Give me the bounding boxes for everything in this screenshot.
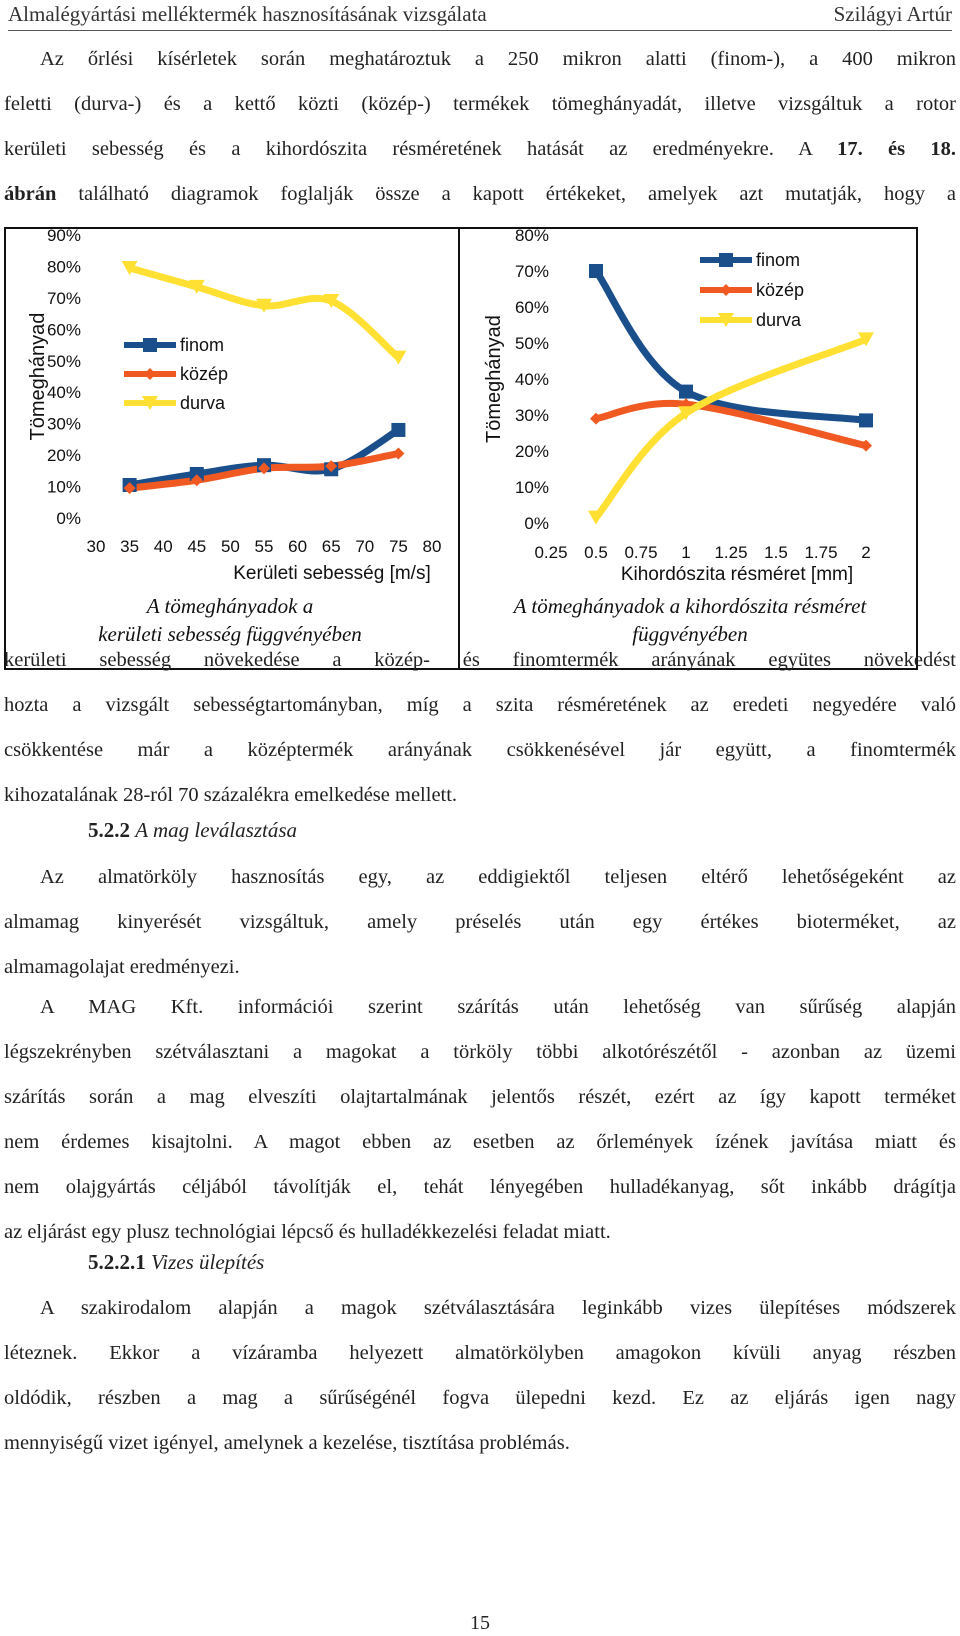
figure-caption-line1: A tömeghányadok a kihordószita résméret xyxy=(513,594,867,618)
para4-line5: nem olajgyártás céljából távolítják el, tehát lényegében hulladékanyag, sőt inkább drágítja xyxy=(4,1176,956,1198)
paragraph-sedimentation xyxy=(4,1286,956,1466)
legend-label-közép: közép xyxy=(180,364,229,384)
x-axis-title: Kihordószita résméret [mm] xyxy=(620,564,854,585)
x-tick-label: 50 xyxy=(220,537,240,556)
data-point-finom xyxy=(589,264,603,278)
x-tick-label: 40 xyxy=(153,537,173,556)
y-tick-label: 80% xyxy=(46,257,81,277)
running-header xyxy=(8,0,952,31)
y-tick-label: 20% xyxy=(46,446,81,466)
series-line-durva xyxy=(596,339,866,517)
paragraph-seed xyxy=(4,855,956,990)
x-tick-label: 0.25 xyxy=(534,543,568,562)
y-tick-label: 60% xyxy=(514,298,549,317)
y-tick-label: 30% xyxy=(46,414,81,434)
para2-line4: kihozatalának 28-ról 70 százalékra emelkedése mellett. xyxy=(4,784,458,806)
series-line-finom xyxy=(130,430,399,485)
data-point-finom xyxy=(679,385,693,399)
para3-line3: almamagolajat eredményezi. xyxy=(4,956,240,978)
para3-line1: Az almatörköly hasznosítás egy, az eddigiektől teljesen eltérő lehetőségeként az xyxy=(40,866,956,888)
legend-label-durva: durva xyxy=(180,393,226,413)
chart-screen xyxy=(460,229,920,672)
y-tick-label: 70% xyxy=(46,288,81,308)
x-tick-label: 80 xyxy=(422,537,442,556)
x-tick-label: 75 xyxy=(388,537,408,556)
chart-speed xyxy=(6,229,462,672)
y-tick-label: 80% xyxy=(514,229,549,245)
para2-line2: hozta a vizsgált sebességtartományban, míg a szita résméretének az eredeti negyedére való xyxy=(4,694,956,716)
section-number: 5.2.2 xyxy=(88,818,130,842)
page-number: 15 xyxy=(470,1612,490,1634)
y-tick-label: 20% xyxy=(514,442,549,461)
series-line-közép xyxy=(596,403,866,445)
x-tick-label: 30 xyxy=(86,537,106,556)
y-tick-label: 30% xyxy=(514,406,549,425)
paragraph-intro xyxy=(4,37,956,217)
y-tick-label: 50% xyxy=(514,334,549,353)
para4-line4: nem érdemes kisajtolni. A magot ebben az esetben az őrlemények ízének javítása miatt és xyxy=(4,1131,956,1153)
figure-speed xyxy=(4,227,460,670)
section-heading-522 xyxy=(88,818,297,843)
para4-line6: az eljárást egy plusz technológiai lépcső és hulladékkezelési feladat miatt. xyxy=(4,1221,611,1243)
legend-marker-közép xyxy=(720,284,732,296)
y-tick-label: 90% xyxy=(46,229,81,245)
y-tick-label: 0% xyxy=(56,509,81,528)
x-tick-label: 60 xyxy=(288,537,308,556)
y-tick-label: 40% xyxy=(514,370,549,389)
subsection-number: 5.2.2.1 xyxy=(88,1250,146,1274)
para4-line1: A MAG Kft. információi szerint szárítás után lehetőség van sűrűség alapján xyxy=(40,996,956,1018)
para4-line2: légszekrényben szétválasztani a magokat a törköly többi alkotórészétől - azonban az üzemi xyxy=(4,1041,956,1063)
x-tick-label: 1.5 xyxy=(764,543,788,562)
y-tick-label: 40% xyxy=(46,383,81,403)
para5-line2: léteznek. Ekkor a vízáramba helyezett almatörkölyben amagokon kívüli anyag részben xyxy=(4,1342,956,1364)
para2-line1: kerületi sebesség növekedése a közép- és finomtermék arányának együtes növekedést xyxy=(4,649,956,671)
data-point-durva xyxy=(390,351,406,365)
header-title: Almalégyártási melléktermék hasznosításának vizsgálata xyxy=(8,2,487,26)
legend-label-durva: durva xyxy=(756,310,802,330)
x-tick-label: 1 xyxy=(681,543,691,562)
x-tick-label: 1.25 xyxy=(714,543,748,562)
figure-ref: 17. és 18. xyxy=(837,138,957,160)
x-tick-label: 1.75 xyxy=(804,543,838,562)
legend-label-finom: finom xyxy=(180,335,225,355)
figure-caption-line2: függvényében xyxy=(632,622,748,646)
legend-marker-közép xyxy=(144,368,156,380)
y-tick-label: 0% xyxy=(524,514,549,533)
para1-line4: található diagramok foglalják össze a kapott értékeket, amelyek azt mutatják, hogy a xyxy=(78,183,956,205)
x-tick-label: 0.5 xyxy=(584,543,608,562)
data-point-finom xyxy=(391,423,405,437)
y-tick-label: 10% xyxy=(514,478,549,497)
figure-caption-line2: kerületi sebesség függvényében xyxy=(98,622,362,646)
paragraph-results xyxy=(4,638,956,818)
figure-ref-word: ábrán xyxy=(4,183,57,205)
para1-line2: feletti (durva-) és a kettő közti (közép-) termékek tömeghányadát, illetve vizsgáltuk a rotor xyxy=(4,93,956,115)
series-line-finom xyxy=(596,271,866,420)
para2-line3: csökkentése már a középtermék arányának csökkenésével jár együtt, a finomtermék xyxy=(4,739,956,761)
data-point-finom xyxy=(859,413,873,427)
x-tick-label: 45 xyxy=(187,537,207,556)
header-author: Szilágyi Artúr xyxy=(833,2,952,26)
y-tick-label: 60% xyxy=(46,320,81,340)
para1-line3: kerületi sebesség és a kihordószita résméretének hatását az eredményekre. A xyxy=(4,138,812,160)
x-tick-label: 35 xyxy=(120,537,140,556)
x-tick-label: 65 xyxy=(321,537,341,556)
legend-marker-finom xyxy=(143,338,157,352)
y-axis-title: Tömeghányad xyxy=(27,312,49,441)
x-tick-label: 55 xyxy=(254,537,274,556)
y-tick-label: 10% xyxy=(46,477,81,497)
para1-line1: Az őrlési kísérletek során meghatároztuk a 250 mikron alatti (finom-), a 400 mikron xyxy=(40,48,956,70)
x-tick-label: 70 xyxy=(355,537,375,556)
para3-line2: almamag kinyerését vizsgáltuk, amely préselés után egy értékes bioterméket, az xyxy=(4,911,956,933)
x-axis-title: Kerületi sebesség [m/s] xyxy=(233,563,431,584)
data-point-durva xyxy=(588,511,604,525)
x-tick-label: 2 xyxy=(861,543,871,562)
paragraph-mag-kft xyxy=(4,985,956,1255)
figure-caption-line1: A tömeghányadok a xyxy=(146,594,314,618)
subsection-title: Vizes ülepítés xyxy=(151,1250,265,1274)
para5-line1: A szakirodalom alapján a magok szétválasztására leginkább vizes ülepítéses módszerek xyxy=(40,1297,956,1319)
figure-screen xyxy=(458,227,918,670)
x-tick-label: 0.75 xyxy=(624,543,658,562)
legend-label-finom: finom xyxy=(756,250,801,270)
y-axis-title: Tömeghányad xyxy=(483,315,505,443)
para4-line3: szárítás során a mag elveszíti olajtartalmának jelentős részét, ezért az így kapott terméket xyxy=(4,1086,956,1108)
section-title: A mag leválasztása xyxy=(135,818,298,842)
y-tick-label: 70% xyxy=(514,262,549,281)
legend-marker-finom xyxy=(719,253,733,267)
para5-line4: mennyiségű vizet igényel, amelynek a kezelése, tisztítása problémás. xyxy=(4,1432,570,1454)
para5-line3: oldódik, részben a mag a sűrűségénél fogva ülepedni kezd. Ez az eljárás igen nagy xyxy=(4,1387,956,1409)
y-tick-label: 50% xyxy=(46,351,81,371)
legend-label-közép: közép xyxy=(756,280,805,300)
section-heading-5221 xyxy=(88,1250,264,1275)
